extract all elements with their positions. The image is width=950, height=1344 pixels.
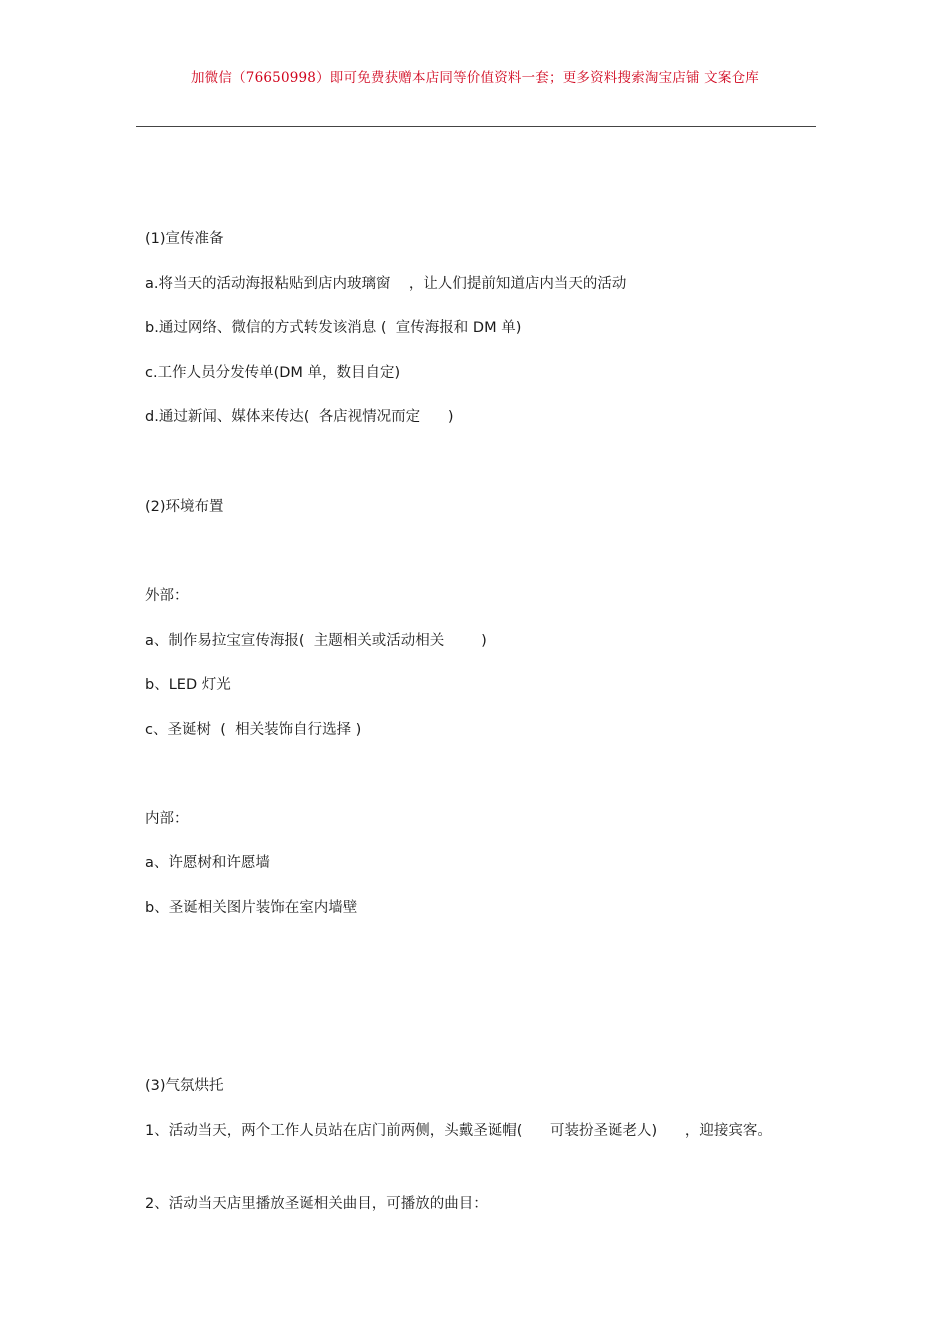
- exterior-item: b、LED 灯光: [145, 677, 231, 693]
- promotion-item: b.通过网络、微信的方式转发该消息 ( 宣传海报和 DM 单): [145, 320, 522, 336]
- promotion-item: d.通过新闻、媒体来传达( 各店视情况而定 ): [145, 409, 454, 425]
- atmosphere-item: 1、活动当天，两个工作人员站在店门前两侧，头戴圣诞帽( 可装扮圣诞老人) ，迎接宾客。: [145, 1123, 772, 1139]
- interior-label: 内部：: [145, 811, 189, 827]
- atmosphere-item: 2、活动当天店里播放圣诞相关曲目，可播放的曲目：: [145, 1196, 488, 1212]
- exterior-item: c、圣诞树 ( 相关装饰自行选择 ): [145, 722, 362, 738]
- section-heading-environment: (2)环境布置: [145, 499, 224, 515]
- interior-item: b、圣诞相关图片装饰在室内墙壁: [145, 900, 358, 916]
- header-divider: [136, 126, 816, 127]
- page-header-notice: 加微信（76650998）即可免费获赠本店同等价值资料一套；更多资料搜索淘宝店铺 文案仓库: [190, 70, 759, 86]
- exterior-item: a、制作易拉宝宣传海报( 主题相关或活动相关 ): [145, 633, 487, 649]
- exterior-label: 外部：: [145, 588, 189, 604]
- section-heading-promotion: (1)宣传准备: [145, 231, 224, 247]
- promotion-item: a.将当天的活动海报粘贴到店内玻璃窗 ，让人们提前知道店内当天的活动: [145, 276, 627, 292]
- promotion-item: c.工作人员分发传单(DM 单，数目自定): [145, 365, 401, 381]
- section-heading-atmosphere: (3)气氛烘托: [145, 1078, 224, 1094]
- interior-item: a、许愿树和许愿墙: [145, 855, 270, 871]
